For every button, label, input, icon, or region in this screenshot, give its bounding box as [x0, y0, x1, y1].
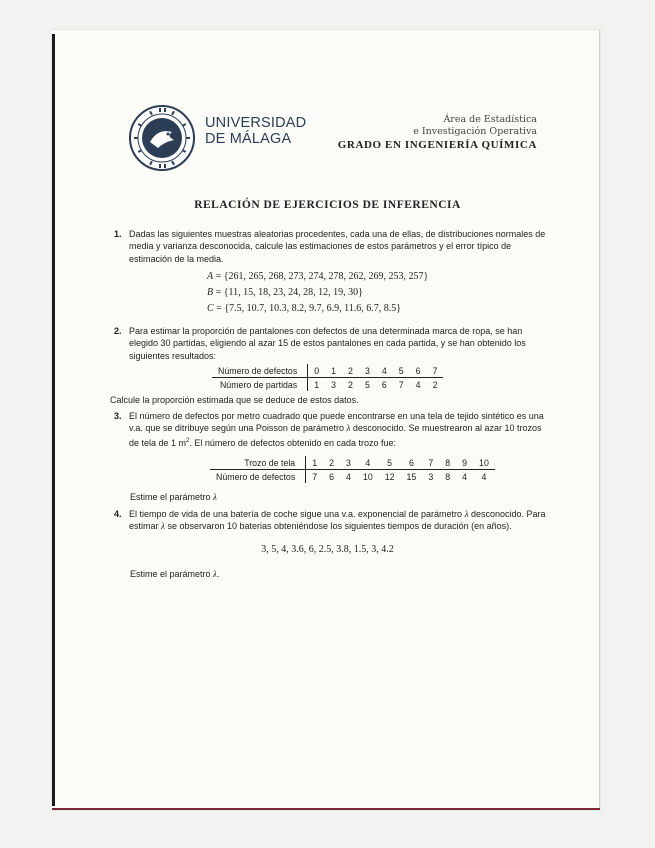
- department-line1: Área de Estadística: [443, 114, 537, 125]
- exercise-text-part2: desconocido. Para estimar: [129, 509, 546, 532]
- university-name-line2: DE MÁLAGA: [205, 131, 292, 147]
- table-cell: 1: [306, 456, 323, 470]
- table-cell: 5: [364, 379, 370, 390]
- superscript: 2: [186, 437, 190, 444]
- table-cell: 4: [376, 364, 393, 378]
- exercise-number: 1.: [114, 229, 122, 239]
- department-name: [413, 114, 537, 138]
- table-cell: 15: [406, 471, 417, 482]
- table-row: [210, 470, 495, 484]
- table-cell: 0: [308, 364, 325, 378]
- page-edge: [599, 30, 600, 810]
- table-cell: 6: [401, 456, 423, 470]
- table-cell: 10: [362, 471, 373, 482]
- sample-c: C = {7.5, 10.7, 10.3, 8.2, 9.7, 6.9, 11.6, 6.7, 8.5}: [207, 303, 402, 314]
- binding-edge: [52, 34, 55, 806]
- table-cell: 2: [432, 379, 438, 390]
- lambda-symbol: λ: [346, 423, 351, 434]
- table-row: [212, 364, 443, 378]
- exercise-4: [114, 508, 549, 533]
- table-cell: 2: [348, 379, 353, 390]
- table-cell: 4: [481, 471, 487, 482]
- university-seal-logo: [128, 104, 196, 172]
- table-cell: 7: [427, 364, 444, 378]
- table-cell: 8: [445, 471, 451, 482]
- table-cell: 12: [384, 471, 395, 482]
- exercise-text: Dadas las siguientes muestras aleatorias procedentes, cada una de ellas, de distribuciones normales de media y varianza desconocida, calcule las estimaciones de estos parámetros y el error típico de estimación de la media.: [129, 229, 546, 264]
- row-label: Número de defectos: [212, 364, 308, 378]
- defects-table: [212, 364, 443, 391]
- table-cell: 5: [379, 456, 401, 470]
- table-cell: 6: [329, 471, 335, 482]
- exercise-4-closing: [130, 568, 219, 580]
- document-title: RELACIÓN DE EJERCICIOS DE INFERENCIA: [194, 199, 461, 211]
- exercise-text-part3: se observaron 10 baterias obteniéndose los siguientes tiempos de duración (en años).: [167, 521, 512, 532]
- table-cell: 7: [422, 456, 439, 470]
- lambda-symbol: λ: [213, 492, 217, 502]
- row-label: Número de partidas: [212, 378, 308, 392]
- exercise-number: 4.: [114, 509, 122, 519]
- table-cell: 4: [415, 379, 421, 390]
- table-cell: 3: [331, 379, 337, 390]
- table-row: [212, 378, 443, 392]
- table-cell: 9: [456, 456, 473, 470]
- sample-values: {261, 265, 268, 273, 274, 278, 262, 269, 253, 257}: [223, 271, 429, 282]
- university-name: [205, 115, 306, 147]
- sample-name: B: [207, 287, 214, 298]
- table-cell: 10: [473, 456, 495, 470]
- table-row: [210, 456, 495, 470]
- sample-name: C: [207, 303, 214, 314]
- table-cell: 3: [428, 471, 434, 482]
- table-cell: 7: [312, 471, 318, 482]
- exercise-3: [114, 410, 549, 449]
- closing-text: Estime el parámetro: [130, 569, 211, 579]
- department-line2: e Investigación Operativa: [413, 126, 537, 137]
- table-cell: 4: [357, 456, 379, 470]
- table-cell: 2: [342, 364, 359, 378]
- sample-name: A: [207, 271, 214, 282]
- university-name-line1: UNIVERSIDAD: [205, 115, 307, 131]
- table-cell: 2: [323, 456, 340, 470]
- exercise-number: 3.: [114, 411, 122, 421]
- sample-a: A = {261, 265, 268, 273, 274, 278, 262, 269, 253, 257}: [207, 271, 429, 282]
- table-cell: 6: [410, 364, 427, 378]
- closing-text: Estime el parámetro: [130, 492, 211, 502]
- table-cell: 1: [314, 379, 320, 390]
- table-cell: 3: [340, 456, 357, 470]
- table-cell: 7: [398, 379, 404, 390]
- exercise-number: 2.: [114, 326, 122, 336]
- table-cell: 4: [462, 471, 468, 482]
- table-cell: 1: [325, 364, 342, 378]
- row-label: Número de defectos: [210, 470, 306, 484]
- table-cell: 5: [393, 364, 410, 378]
- exercise-text-part1: El número de defectos por metro cuadrado que puede encontrarse en una tela de tejido sintético es una v.a. que se ditribuye según una Poisson de parámetro: [129, 411, 544, 434]
- table-cell: 3: [359, 364, 376, 378]
- exercise-2-closing: Calcule la proporción estimada que se deduce de estos datos.: [110, 395, 359, 405]
- lambda-symbol: λ: [213, 569, 217, 579]
- sample-b: B = {11, 15, 18, 23, 24, 28, 12, 19, 30}: [207, 287, 363, 298]
- page-bottom-edge: [52, 808, 600, 810]
- table-cell: 4: [346, 471, 351, 482]
- exercise-text-part2: desconocido. Se muestrearon al azar 10 trozos de tela de 1 m: [129, 423, 542, 448]
- exercise-2: [114, 325, 547, 362]
- sample-values: {11, 15, 18, 23, 24, 28, 12, 19, 30}: [223, 287, 363, 298]
- sample-values: {7.5, 10.7, 10.3, 8.2, 9.7, 6.9, 11.6, 6.7, 8.5}: [224, 303, 402, 314]
- table-cell: 6: [381, 379, 387, 390]
- exercise-3-closing: [130, 491, 217, 503]
- lambda-symbol: λ: [464, 509, 469, 519]
- exercise-1: [114, 228, 547, 265]
- fabric-defects-table: [210, 456, 495, 483]
- degree-title: GRADO EN INGENIERÍA QUÍMICA: [337, 139, 537, 151]
- exercise-text-part1: El tiempo de vida de una batería de coche sigue una v.a. exponencial de parámetro: [129, 509, 463, 519]
- lambda-symbol: λ: [161, 521, 165, 532]
- row-label: Trozo de tela: [210, 456, 306, 470]
- exercise-text-part3: . El número de defectos obtenido en cada trozo fue:: [189, 437, 397, 448]
- battery-lifetimes: 3, 5, 4, 3.6, 6, 2.5, 3.8, 1.5, 3, 4.2: [261, 544, 394, 555]
- exercise-text: Para estimar la proporción de pantalones con defectos de una determinada marca de ropa, se han elegido 30 partidas, eligiendo al azar 15 de estos pantalones en cada partida, y se han obtenido los siguientes resultados:: [129, 326, 526, 361]
- table-cell: 8: [439, 456, 456, 470]
- closing-period: .: [216, 569, 220, 579]
